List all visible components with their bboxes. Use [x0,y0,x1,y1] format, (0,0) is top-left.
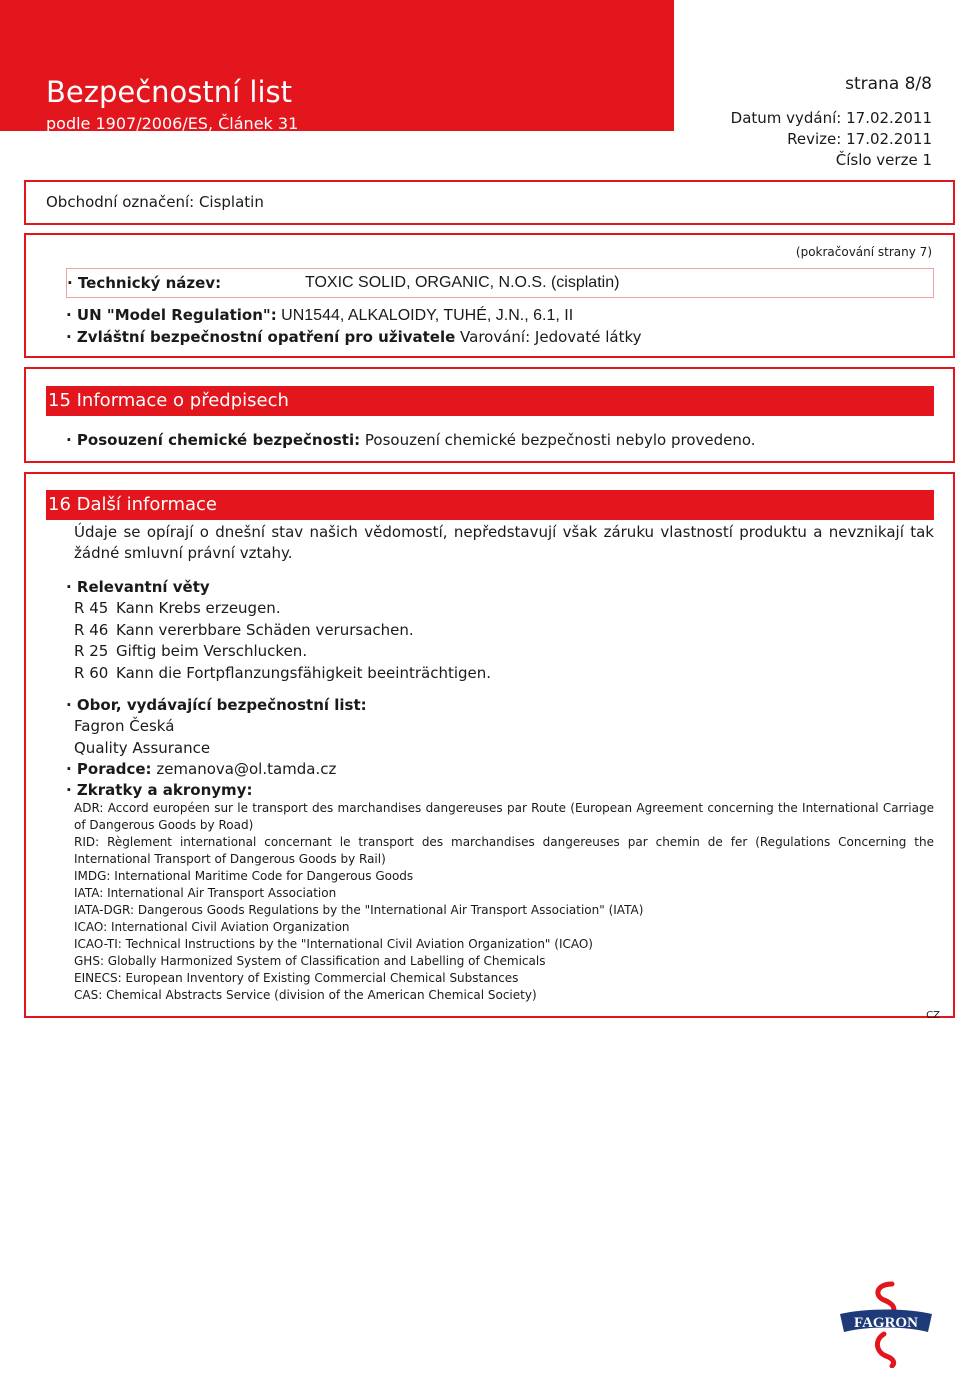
trade-name: Obchodní označení: Cisplatin [46,193,264,211]
r-phrase-code: R 60 [74,664,109,682]
abbreviation-item: ICAO: International Civil Aviation Organization [74,920,350,934]
r-phrase-text: Kann die Fortpflanzungsfähigkeit beeinträchtigen. [116,664,492,682]
issue-date: Datum vydání: 17.02.2011 [730,109,932,127]
section-15-heading: 15 Informace o předpisech [46,386,934,416]
header-band [0,0,674,131]
issuer-label: · Obor, vydávající bezpečnostní list: [66,696,367,714]
issuer-department: Quality Assurance [74,739,211,757]
advisor [66,759,336,779]
r-phrase [74,620,414,640]
disclaimer-paragraph: Údaje se opírají o dnešní stav našich vědomostí, nepředstavují však záruku vlastností produktu a nevznikají tak žádné smluvní právní vztahy. [74,523,934,562]
continued-note: (pokračování strany 7) [795,245,932,259]
section-16-heading: 16 Další informace [46,490,934,520]
page-number: strana 8/8 [845,74,932,94]
abbreviation-item: EINECS: European Inventory of Existing Commercial Chemical Substances [74,971,519,985]
chemical-safety-label: · Posouzení chemické bezpečnosti: [66,431,361,449]
document-title: Bezpečnostní list [46,75,293,109]
r-phrase [74,641,307,661]
r-phrase-text: Kann vererbbare Schäden verursachen. [116,621,414,639]
r-phrase-code: R 46 [74,621,109,639]
r-phrase-code: R 45 [74,599,109,617]
un-value: UN1544, ALKALOIDY, TUHÉ, J.N., 6.1, II [276,307,574,324]
abbreviation-item: RID: Règlement international concernant le transport des marchandises dangereuses par chemin de fer (Regulations Concerning the International Transport of Dangerous Goods by Rail) [74,835,934,866]
fagron-logo [836,1278,936,1368]
abbreviation-item: GHS: Globally Harmonized System of Classification and Labelling of Chemicals [74,954,546,968]
un-model-regulation [66,305,573,326]
issuer-name: Fagron Česká [74,717,175,735]
un-label: · UN "Model Regulation": [66,306,277,324]
document-subtitle: podle 1907/2006/ES, Článek 31 [46,114,299,133]
country-code: CZ [926,1010,940,1021]
special-precautions-value: Varování: Jedovaté látky [455,328,642,346]
technical-name-label: · Technický název: [67,274,222,292]
r-phrase [74,663,491,683]
abbreviation-item: IATA-DGR: Dangerous Goods Regulations by the "International Air Transport Association" (IATA) [74,903,644,917]
special-precautions [66,327,642,347]
r-phrase [74,598,281,618]
relevant-phrases-label: · Relevantní věty [66,578,210,596]
technical-name-value: TOXIC SOLID, ORGANIC, N.O.S. (cisplatin) [305,274,620,291]
chemical-safety-assessment [66,430,756,450]
technical-name-row [66,268,934,298]
abbreviation-item: ICAO-TI: Technical Instructions by the "International Civil Aviation Organization" (ICAO) [74,937,593,951]
logo-serpent-bottom [877,1334,893,1366]
r-phrase-text: Giftig beim Verschlucken. [116,642,308,660]
r-phrase-text: Kann Krebs erzeugen. [116,599,281,617]
abbreviation-item: ADR: Accord européen sur le transport des marchandises dangereuses par Route (European Agreement concerning the International Carriage of Dangerous Goods by Road) [74,801,934,832]
version-number: Číslo verze 1 [835,151,932,169]
logo-text: FAGRON [854,1315,918,1331]
abbreviation-item: IMDG: International Maritime Code for Dangerous Goods [74,869,414,883]
advisor-email[interactable]: zemanova@ol.tamda.cz [151,760,337,778]
chemical-safety-value: Posouzení chemické bezpečnosti nebylo provedeno. [360,431,756,449]
revision-date: Revize: 17.02.2011 [787,130,932,148]
special-precautions-label: · Zvláštní bezpečnostní opatření pro uživatele [66,328,456,346]
r-phrase-code: R 25 [74,642,109,660]
advisor-label: · Poradce: [66,760,152,778]
abbreviations-label: · Zkratky a akronymy: [66,781,253,799]
abbreviation-item: CAS: Chemical Abstracts Service (division of the American Chemical Society) [74,988,537,1002]
abbreviation-item: IATA: International Air Transport Association [74,886,337,900]
